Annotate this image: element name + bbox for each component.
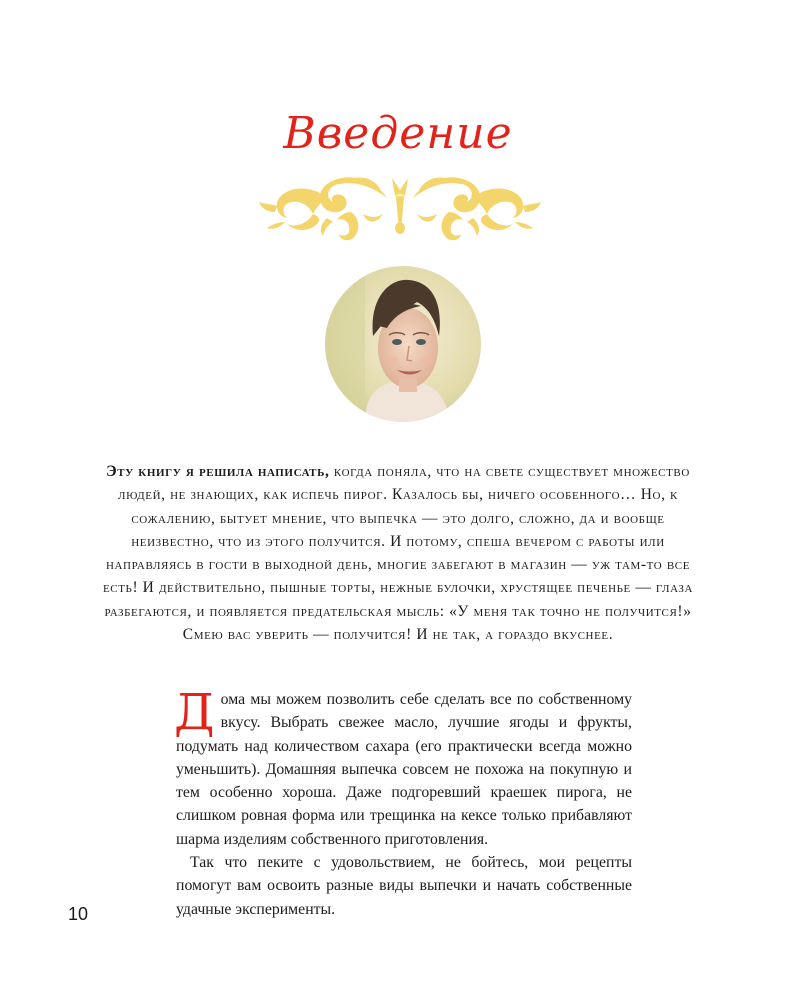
page-number: 10 [68,904,89,924]
intro-text: когда поняла, что на свете существует множество людей, не знающих, как испечь пирог. Казалось бы, ничего особенного… Но, к сожалению, бытует мнение, что выпечка — это долго, сложно, да и вообще неизвестно, что из этого получится. И потому, спеша вечером с работы или направляясь в гости в выходной день, многие забегают в магазин — уж там-то все есть! И действительно, пышные торты, нежные булочки, хрустящее печенье — глаза разбегаются, и появляется предательская мысль: «У меня так точно не получится!» Смею вас уверить — получится! И не так, а гораздо вкуснее. [102,463,694,644]
author-portrait [325,266,481,422]
chapter-title: Введение [283,108,513,159]
intro-lead: Эту книгу я решила написать, [106,463,330,480]
body-paragraph-2: Так что пеките с удовольствием, не бойтесь, мои рецепты помогут вам освоить разные виды выпечки и начать собственные удачные эксперименты. [176,854,632,918]
drop-cap: Д [174,683,215,741]
body-text [174,683,632,921]
body-paragraph-1-text: ома мы можем позволить себе сделать все по собственному вкусу. Выбрать свежее масло, лучшие ягоды и фрукты, подумать над количеством сахара (его практически всегда можно уменьшить). Домашняя выпечка совсем не похожа на покупную и тем особенно хороша. Даже подгоревший краешек пирога, не слишком ровная форма или трещинка на кексе только прибавляют шарма изделиям собственного приготовления. [176,691,632,848]
intro-paragraph [100,460,696,646]
body-paragraph-1 [174,683,632,851]
ornament-flourish [255,168,545,246]
